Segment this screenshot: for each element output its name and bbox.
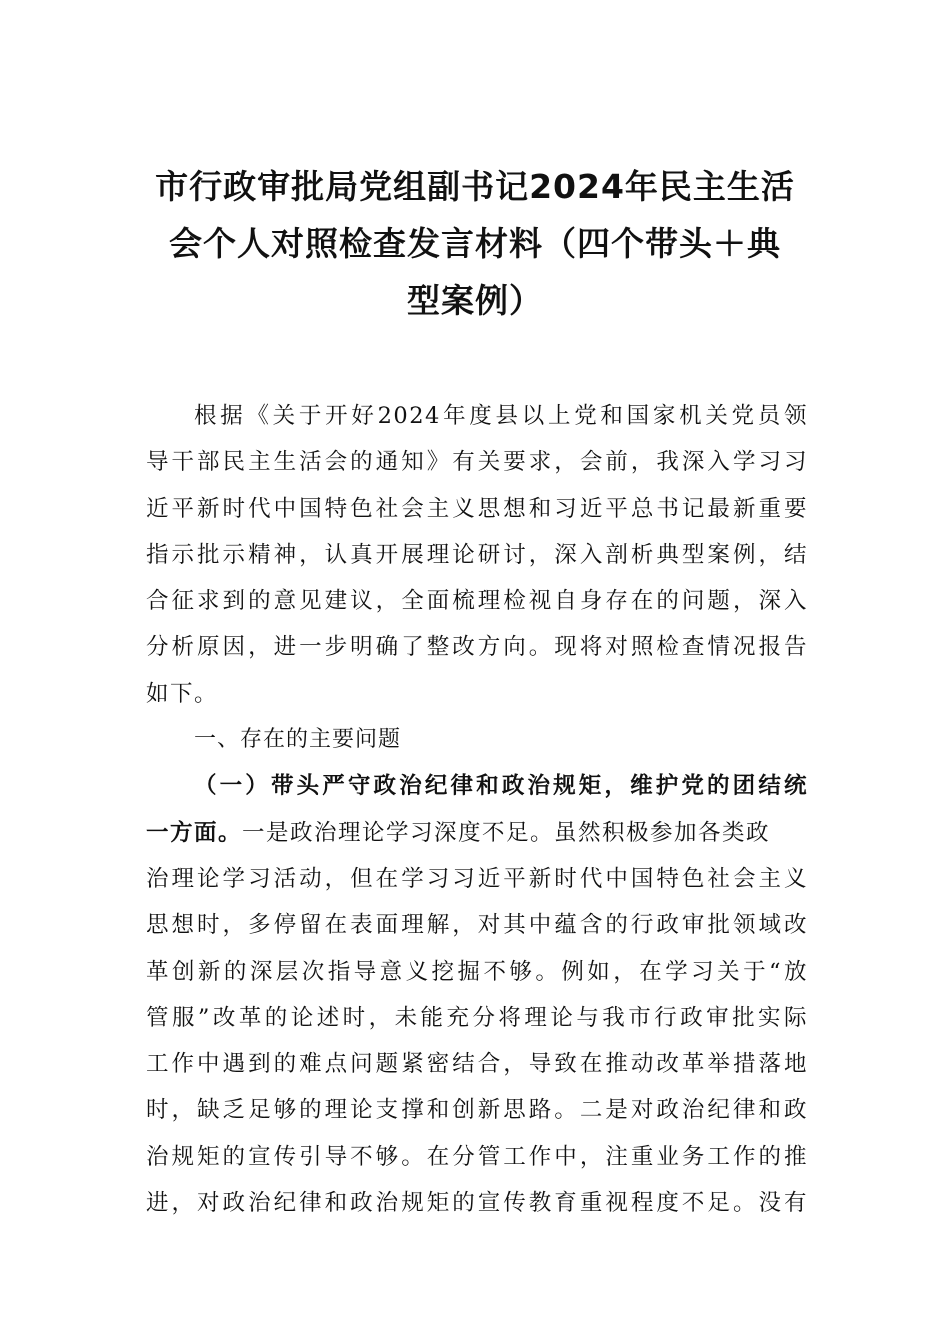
document-title [140, 158, 810, 329]
intro-line: 导干部民主生活会的通知》有关要求，会前，我深入学习习 [146, 449, 808, 476]
intro-line: 指示批示精神，认真开展理论研讨，深入剖析典型案例，结 [146, 541, 808, 568]
title-line: 会个人对照检查发言材料（四个带头＋典 [169, 224, 781, 263]
intro-line: 根据《关于开好2024年度县以上党和国家机关党员领 [194, 403, 808, 429]
intro-line: 合征求到的意见建议，全面梳理检视自身存在的问题，深入 [146, 588, 808, 615]
body-line: 进，对政治纪律和政治规矩的宣传教育重视程度不足。没有 [146, 1190, 808, 1217]
body-line: 革创新的深层次指导意义挖掘不够。例如，在学习关于“放 [146, 958, 808, 985]
subsection-heading-line: （一）带头严守政治纪律和政治规矩，维护党的团结统 [194, 773, 808, 800]
subsection-body-start: 一是政治理论学习深度不足。虽然积极参加各类政 [242, 819, 771, 846]
body-line: 治理论学习活动，但在学习习近平新时代中国特色社会主义 [146, 865, 808, 892]
title-line: 型案例） [407, 281, 543, 320]
body-line: 治规矩的宣传引导不够。在分管工作中，注重业务工作的推 [146, 1143, 808, 1170]
intro-line: 分析原因，进一步明确了整改方向。现将对照检查情况报告 [146, 634, 808, 661]
body-line: 时，缺乏足够的理论支撑和创新思路。二是对政治纪律和政 [146, 1097, 808, 1124]
intro-line: 近平新时代中国特色社会主义思想和习近平总书记最新重要 [146, 495, 808, 522]
document-body [146, 393, 808, 1226]
subsection-line [146, 810, 808, 856]
title-line: 市行政审批局党组副书记2024年民主生活 [155, 167, 795, 206]
body-line: 工作中遇到的难点问题紧密结合，导致在推动改革举措落地 [146, 1051, 808, 1078]
body-line: 管服”改革的论述时，未能充分将理论与我市行政审批实际 [146, 1004, 808, 1031]
subsection-heading-tail: 一方面。 [146, 819, 243, 846]
intro-line: 如下。 [146, 680, 219, 707]
section-heading: 一、存在的主要问题 [194, 727, 402, 753]
body-line: 思想时，多停留在表面理解，对其中蕴含的行政审批领域改 [146, 912, 808, 939]
